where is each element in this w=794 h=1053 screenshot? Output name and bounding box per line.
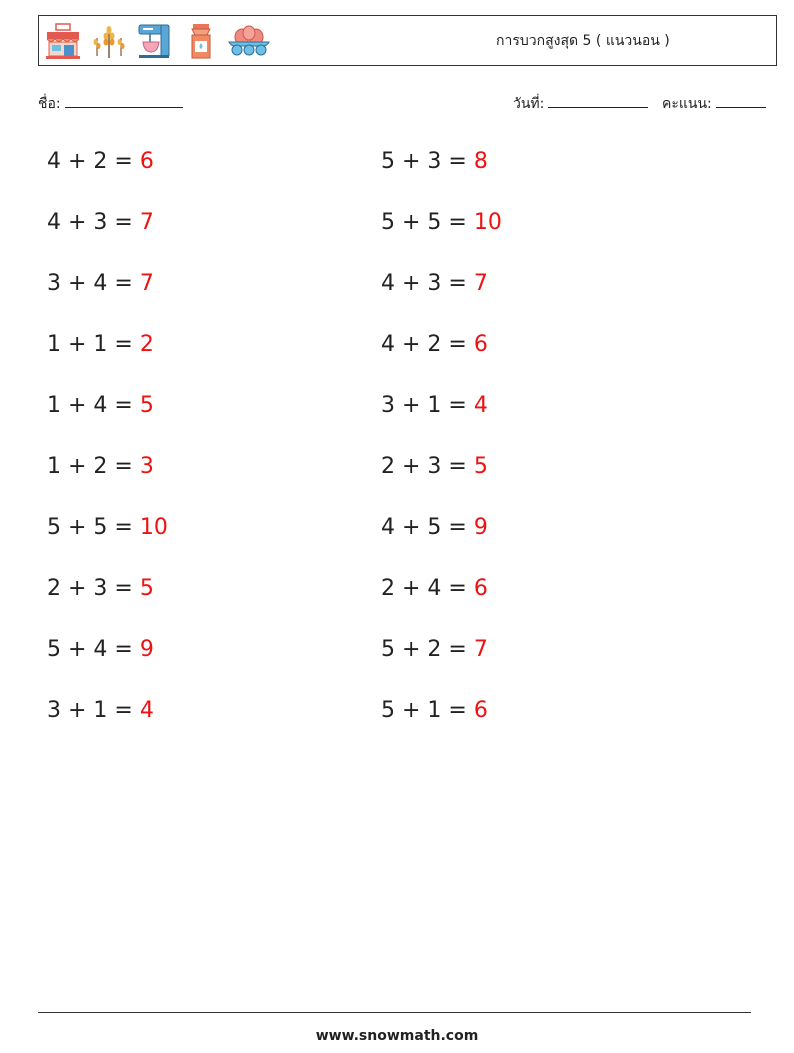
equals-sign: = bbox=[441, 637, 474, 662]
answer: 3 bbox=[139, 454, 154, 479]
problem-item bbox=[381, 697, 488, 725]
problem-item bbox=[381, 636, 488, 664]
score-label: คะแนน: bbox=[662, 96, 712, 112]
addend-b: 4 bbox=[93, 271, 108, 296]
addend-a: 3 bbox=[381, 393, 395, 418]
problem-item bbox=[47, 331, 154, 359]
problem-item bbox=[381, 392, 488, 420]
addend-b: 4 bbox=[427, 576, 442, 601]
problem-item bbox=[381, 270, 488, 298]
addend-b: 5 bbox=[427, 210, 442, 235]
problem-item bbox=[47, 514, 168, 542]
problem-item bbox=[381, 514, 488, 542]
name-label: ชื่อ: bbox=[38, 96, 61, 112]
equals-sign: = bbox=[107, 576, 140, 601]
equals-sign: = bbox=[107, 271, 140, 296]
answer: 6 bbox=[473, 332, 488, 357]
addend-b: 3 bbox=[427, 149, 442, 174]
plus-sign: + bbox=[61, 393, 94, 418]
answer: 7 bbox=[473, 271, 488, 296]
answer: 10 bbox=[139, 515, 168, 540]
answer: 10 bbox=[473, 210, 502, 235]
plus-sign: + bbox=[61, 454, 94, 479]
equals-sign: = bbox=[441, 698, 474, 723]
equals-sign: = bbox=[441, 210, 474, 235]
problem-item bbox=[381, 331, 488, 359]
plus-sign: + bbox=[61, 332, 94, 357]
answer: 4 bbox=[139, 698, 154, 723]
addend-a: 3 bbox=[47, 698, 61, 723]
addend-b: 2 bbox=[427, 637, 442, 662]
addend-a: 2 bbox=[381, 576, 395, 601]
addend-a: 4 bbox=[47, 210, 61, 235]
footer-divider bbox=[38, 1012, 751, 1013]
addend-a: 4 bbox=[381, 515, 395, 540]
equals-sign: = bbox=[107, 515, 140, 540]
answer: 5 bbox=[473, 454, 488, 479]
plus-sign: + bbox=[61, 149, 94, 174]
answer: 5 bbox=[139, 393, 154, 418]
plus-sign: + bbox=[61, 576, 94, 601]
plus-sign: + bbox=[61, 271, 94, 296]
addend-b: 4 bbox=[93, 393, 108, 418]
equals-sign: = bbox=[441, 149, 474, 174]
problem-item bbox=[47, 209, 154, 237]
addend-b: 1 bbox=[93, 332, 108, 357]
answer: 7 bbox=[139, 210, 154, 235]
problem-item bbox=[47, 453, 154, 481]
answer: 6 bbox=[139, 149, 154, 174]
plus-sign: + bbox=[395, 576, 428, 601]
addend-b: 2 bbox=[93, 454, 108, 479]
answer: 8 bbox=[473, 149, 488, 174]
answer: 2 bbox=[139, 332, 154, 357]
plus-sign: + bbox=[395, 332, 428, 357]
plus-sign: + bbox=[61, 637, 94, 662]
problem-item bbox=[47, 697, 154, 725]
addend-a: 1 bbox=[47, 332, 61, 357]
addend-a: 5 bbox=[381, 637, 395, 662]
equals-sign: = bbox=[441, 576, 474, 601]
addend-a: 1 bbox=[47, 454, 61, 479]
problem-item bbox=[47, 148, 154, 176]
addend-b: 1 bbox=[427, 393, 442, 418]
answer: 7 bbox=[139, 271, 154, 296]
problem-item bbox=[47, 270, 154, 298]
problem-item bbox=[47, 636, 154, 664]
equals-sign: = bbox=[441, 515, 474, 540]
addend-a: 2 bbox=[47, 576, 61, 601]
addend-b: 1 bbox=[93, 698, 108, 723]
addend-b: 2 bbox=[427, 332, 442, 357]
equals-sign: = bbox=[107, 149, 140, 174]
addend-b: 5 bbox=[427, 515, 442, 540]
addend-a: 5 bbox=[47, 637, 61, 662]
answer: 9 bbox=[473, 515, 488, 540]
plus-sign: + bbox=[395, 698, 428, 723]
worksheet-title: การบวกสูงสุด 5 ( แนวนอน ) bbox=[496, 33, 670, 49]
addend-b: 3 bbox=[427, 454, 442, 479]
equals-sign: = bbox=[441, 271, 474, 296]
plus-sign: + bbox=[395, 515, 428, 540]
problem-item bbox=[381, 209, 502, 237]
plus-sign: + bbox=[61, 210, 94, 235]
equals-sign: = bbox=[107, 393, 140, 418]
addend-a: 2 bbox=[381, 454, 395, 479]
addend-b: 2 bbox=[93, 149, 108, 174]
plus-sign: + bbox=[395, 271, 428, 296]
addend-b: 1 bbox=[427, 698, 442, 723]
problem-item bbox=[47, 392, 154, 420]
plus-sign: + bbox=[61, 698, 94, 723]
plus-sign: + bbox=[395, 149, 428, 174]
equals-sign: = bbox=[107, 454, 140, 479]
footer-url: www.snowmath.com bbox=[315, 1028, 479, 1044]
addend-a: 5 bbox=[381, 210, 395, 235]
addend-a: 4 bbox=[47, 149, 61, 174]
equals-sign: = bbox=[441, 393, 474, 418]
addend-a: 4 bbox=[381, 271, 395, 296]
plus-sign: + bbox=[395, 393, 428, 418]
problem-item bbox=[381, 453, 488, 481]
equals-sign: = bbox=[441, 332, 474, 357]
answer: 7 bbox=[473, 637, 488, 662]
equals-sign: = bbox=[107, 637, 140, 662]
answer: 6 bbox=[473, 576, 488, 601]
addend-b: 5 bbox=[93, 515, 108, 540]
addend-a: 3 bbox=[47, 271, 61, 296]
answer: 6 bbox=[473, 698, 488, 723]
plus-sign: + bbox=[61, 515, 94, 540]
addend-b: 3 bbox=[93, 210, 108, 235]
plus-sign: + bbox=[395, 637, 428, 662]
equals-sign: = bbox=[107, 698, 140, 723]
equals-sign: = bbox=[107, 210, 140, 235]
addend-a: 1 bbox=[47, 393, 61, 418]
addend-b: 3 bbox=[427, 271, 442, 296]
plus-sign: + bbox=[395, 454, 428, 479]
problem-item bbox=[47, 575, 154, 603]
answer: 9 bbox=[139, 637, 154, 662]
equals-sign: = bbox=[441, 454, 474, 479]
addend-a: 4 bbox=[381, 332, 395, 357]
problem-item bbox=[381, 148, 488, 176]
addend-a: 5 bbox=[381, 698, 395, 723]
addend-b: 4 bbox=[93, 637, 108, 662]
answer: 4 bbox=[473, 393, 488, 418]
answer: 5 bbox=[139, 576, 154, 601]
addend-a: 5 bbox=[47, 515, 61, 540]
equals-sign: = bbox=[107, 332, 140, 357]
problem-item bbox=[381, 575, 488, 603]
plus-sign: + bbox=[395, 210, 428, 235]
date-label: วันที่: bbox=[513, 96, 545, 112]
addend-a: 5 bbox=[381, 149, 395, 174]
addend-b: 3 bbox=[93, 576, 108, 601]
